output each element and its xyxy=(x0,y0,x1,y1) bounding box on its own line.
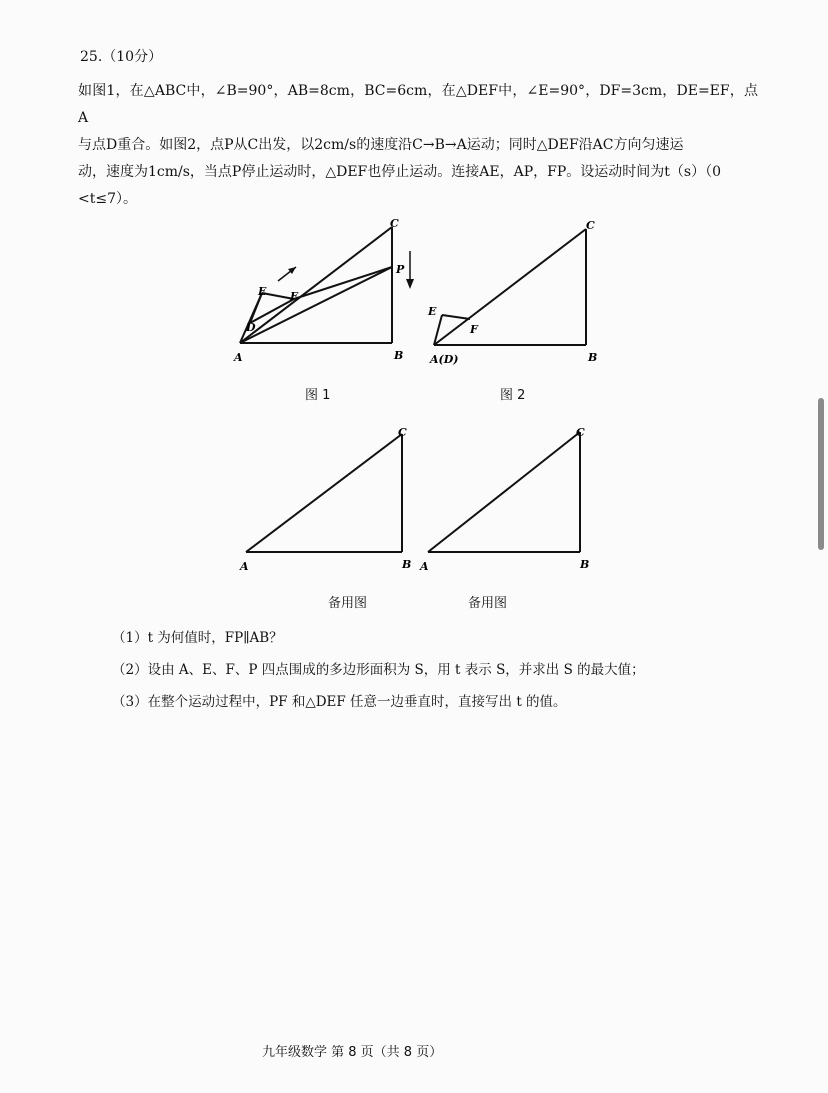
figure-2 xyxy=(424,215,614,375)
problem-number: 25.（10分） xyxy=(80,49,163,65)
fig2-label-ad: A(D) xyxy=(430,353,459,366)
spare1-caption: 备用图 xyxy=(328,596,368,611)
spare-figure-2 xyxy=(418,422,608,582)
fig1-arrow-down-head xyxy=(406,279,414,289)
spare1-side-ac xyxy=(246,434,402,552)
spare-figure-1 xyxy=(236,422,426,582)
spare2-label-c: C xyxy=(576,426,585,439)
fig1-label-b: B xyxy=(394,349,404,362)
problem-line-2: 与点D重合。如图2，点P从C出发，以2cm/s的速度沿C→B→A运动；同时△DEF沿AC方向匀速运 xyxy=(78,137,684,153)
spare1-label-b: B xyxy=(402,558,412,571)
problem-line-4: <t≤7）。 xyxy=(78,191,137,207)
page-footer: 九年级数学 第 8 页（共 8 页） xyxy=(262,1045,443,1060)
fig1-line-ap xyxy=(240,267,392,343)
scrollbar-thumb[interactable] xyxy=(818,398,824,550)
fig2-side-ef xyxy=(442,315,470,319)
spare1-label-c: C xyxy=(398,426,407,439)
fig1-label-a: A xyxy=(234,351,243,364)
fig1-line-fp xyxy=(294,267,392,299)
fig1-caption: 图 1 xyxy=(305,388,331,403)
fig2-label-f: F xyxy=(470,323,478,336)
figure-1 xyxy=(230,215,420,375)
fig1-label-p: P xyxy=(396,263,405,276)
spare2-label-b: B xyxy=(580,558,590,571)
fig1-label-c: C xyxy=(390,217,399,230)
problem-line-3: 动，速度为1cm/s，当点P停止运动时，△DEF也停止运动。连接AE，AP，FP。设运动时间为t（s）（0 xyxy=(78,164,721,180)
fig2-label-c: C xyxy=(586,219,595,232)
spare1-label-a: A xyxy=(240,560,249,573)
fig2-caption: 图 2 xyxy=(500,388,526,403)
question-2: （2）设由 A、E、F、P 四点围成的多边形面积为 S，用 t 表示 S，并求出 S 的最大值； xyxy=(112,662,645,678)
problem-line-1: 如图1，在△ABC中，∠B=90°，AB=8cm，BC=6cm，在△DEF中，∠E=90°，DF=3cm，DE=EF，点A xyxy=(78,83,758,126)
fig2-label-e: E xyxy=(428,305,437,318)
problem-statement xyxy=(78,78,758,213)
fig1-label-f: F xyxy=(290,290,298,303)
fig2-label-b: B xyxy=(588,351,598,364)
spare2-label-a: A xyxy=(420,560,429,573)
spare2-side-ac xyxy=(428,432,580,552)
fig2-side-ac xyxy=(434,229,586,345)
question-3: （3）在整个运动过程中，PF 和△DEF 任意一边垂直时，直接写出 t 的值。 xyxy=(112,694,567,710)
fig1-label-d: D xyxy=(246,321,256,334)
fig1-label-e: E xyxy=(258,285,267,298)
question-1: （1）t 为何值时，FP∥AB？ xyxy=(112,630,283,646)
spare2-caption: 备用图 xyxy=(468,596,508,611)
